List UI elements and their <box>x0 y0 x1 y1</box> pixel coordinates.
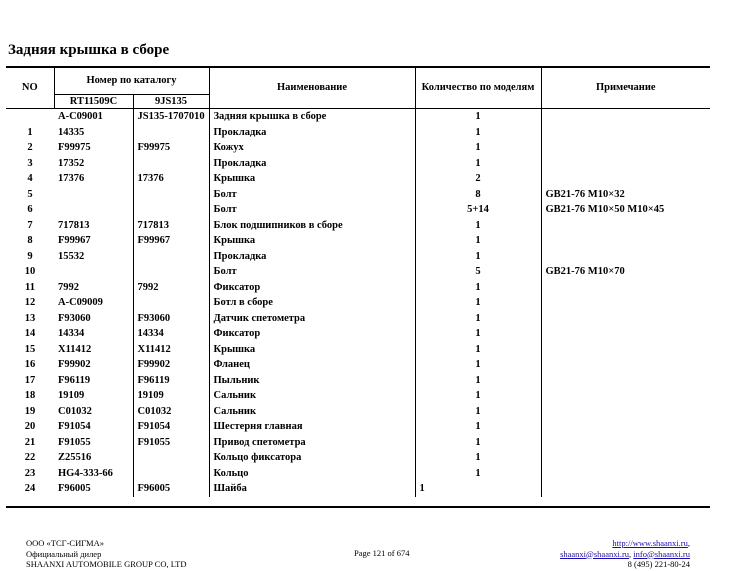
row-catalog-b <box>133 249 209 265</box>
row-catalog-a <box>54 202 133 218</box>
row-name: Задняя крышка в сборе <box>209 109 415 125</box>
row-note: GB21-76 M10×70 <box>541 264 710 280</box>
footer-dealer: Официальный дилер <box>26 548 102 559</box>
row-name: Привод спетометра <box>209 435 415 451</box>
row-catalog-b: 19109 <box>133 388 209 404</box>
row-catalog-b <box>133 187 209 203</box>
parts-table <box>6 68 710 497</box>
table-row <box>6 342 710 358</box>
table-row <box>6 218 710 234</box>
row-name: Блок подшипников в сборе <box>209 218 415 234</box>
table-row <box>6 187 710 203</box>
table-row <box>6 466 710 482</box>
row-no: 17 <box>24 374 36 386</box>
table-row <box>6 140 710 156</box>
row-catalog-b: F91055 <box>133 435 209 451</box>
row-note <box>541 326 710 342</box>
row-note <box>541 388 710 404</box>
row-catalog-b: 7992 <box>133 280 209 296</box>
table-row <box>6 326 710 342</box>
row-catalog-a: F96005 <box>58 483 91 494</box>
row-qty: 1 <box>415 357 541 373</box>
table-row <box>6 481 710 497</box>
row-no: 4 <box>27 173 33 184</box>
page-title: Задняя крышка в сборе <box>8 42 170 58</box>
row-catalog-b: F99902 <box>133 357 209 373</box>
row-catalog-b <box>133 156 209 172</box>
table-row <box>6 109 710 125</box>
header-no: NO <box>6 68 54 109</box>
table-row <box>6 171 710 187</box>
row-note <box>541 295 710 311</box>
row-note <box>541 156 710 172</box>
row-qty: 1 <box>415 450 541 466</box>
row-catalog-a <box>54 187 133 203</box>
row-qty: 2 <box>415 171 541 187</box>
row-no: 7 <box>27 219 33 231</box>
table-row <box>6 357 710 373</box>
row-name: Шайба <box>209 481 415 497</box>
row-note <box>541 171 710 187</box>
row-no: 10 <box>24 266 36 277</box>
row-name: Болт <box>209 187 415 203</box>
row-catalog-b: F91054 <box>133 419 209 435</box>
row-name: Ботл в сборе <box>209 295 415 311</box>
table-row <box>6 125 710 141</box>
row-note <box>541 218 710 234</box>
row-qty: 1 <box>415 295 541 311</box>
row-catalog-b <box>133 202 209 218</box>
table-row <box>6 264 710 280</box>
footer-site-link[interactable]: http://www.shaanxi.ru <box>612 538 688 548</box>
row-note <box>541 125 710 141</box>
table-row <box>6 233 710 249</box>
footer-email-link-1[interactable]: shaanxi@shaanxi.ru <box>560 548 630 559</box>
row-catalog-b: F93060 <box>133 311 209 327</box>
row-no: 9 <box>27 250 33 262</box>
row-qty: 8 <box>415 187 541 203</box>
row-catalog-b: F99975 <box>133 140 209 156</box>
row-note <box>541 249 710 265</box>
row-no: 13 <box>24 312 36 324</box>
row-catalog-a: 7992 <box>58 281 79 293</box>
row-note <box>541 419 710 435</box>
row-catalog-a: F96119 <box>58 374 91 386</box>
table-row <box>6 373 710 389</box>
row-qty: 1 <box>415 404 541 420</box>
row-name: Пыльник <box>209 373 415 389</box>
row-no: 21 <box>24 436 36 448</box>
row-catalog-a: F99975 <box>58 142 91 153</box>
row-catalog-b: 17376 <box>133 171 209 187</box>
row-name: Сальник <box>209 404 415 420</box>
row-name: Шестерня главная <box>209 419 415 435</box>
row-qty: 1 <box>415 249 541 265</box>
row-catalog-b: JS135-1707010 <box>133 109 209 125</box>
row-name: Кольцо <box>209 466 415 482</box>
row-no: 15 <box>24 343 36 355</box>
footer-group: SHAANXI AUTOMOBILE GROUP CO, LTD <box>26 559 187 569</box>
row-name: Прокладка <box>209 125 415 141</box>
header-qty: Количество по моделям <box>415 68 541 109</box>
footer-right <box>560 538 690 570</box>
row-catalog-b: F99967 <box>133 233 209 249</box>
row-qty: 1 <box>415 481 541 497</box>
row-catalog-a: HG4-333-66 <box>58 467 113 479</box>
row-note <box>541 373 710 389</box>
row-no: 23 <box>24 467 36 479</box>
row-note <box>541 280 710 296</box>
row-name: Фланец <box>209 357 415 373</box>
footer-email-sep: , <box>629 548 634 559</box>
table-row <box>6 388 710 404</box>
row-qty: 1 <box>415 280 541 296</box>
row-name: Фиксатор <box>209 326 415 342</box>
footer-left <box>26 538 187 570</box>
row-catalog-a: F91055 <box>58 436 91 448</box>
row-note: GB21-76 M10×32 <box>541 187 710 203</box>
row-no: 18 <box>24 390 36 401</box>
row-catalog-a <box>54 264 133 280</box>
row-qty: 1 <box>415 373 541 389</box>
row-qty: 1 <box>415 233 541 249</box>
row-name: Фиксатор <box>209 280 415 296</box>
row-catalog-a: 19109 <box>58 390 85 401</box>
row-note <box>541 357 710 373</box>
row-catalog-b <box>133 264 209 280</box>
table-row <box>6 249 710 265</box>
row-no: 19 <box>24 405 36 417</box>
table-row <box>6 404 710 420</box>
row-qty: 1 <box>415 125 541 141</box>
table-bottom-rule <box>6 506 710 508</box>
row-qty: 1 <box>415 156 541 172</box>
row-catalog-a: Z25516 <box>58 452 92 463</box>
row-qty: 1 <box>415 140 541 156</box>
row-catalog-a: C01032 <box>58 405 92 417</box>
row-catalog-a: 717813 <box>58 219 90 231</box>
row-name: Кожух <box>209 140 415 156</box>
row-note <box>541 481 710 497</box>
row-note: GB21-76 M10×50 M10×45 <box>541 202 710 218</box>
row-qty: 1 <box>415 218 541 234</box>
row-catalog-a: 17376 <box>58 173 85 184</box>
row-qty: 5+14 <box>415 202 541 218</box>
row-catalog-b: 14334 <box>133 326 209 342</box>
table-row <box>6 311 710 327</box>
row-note <box>541 450 710 466</box>
row-name: Болт <box>209 264 415 280</box>
row-no: 24 <box>24 483 36 494</box>
row-no <box>6 109 54 125</box>
row-no: 12 <box>24 297 36 308</box>
row-catalog-b: 717813 <box>133 218 209 234</box>
row-catalog-b <box>133 125 209 141</box>
table-row <box>6 202 710 218</box>
row-name: Прокладка <box>209 156 415 172</box>
row-qty: 1 <box>415 311 541 327</box>
row-no: 1 <box>27 126 33 138</box>
header-col-a: RT11509C <box>54 95 133 109</box>
row-qty: 5 <box>415 264 541 280</box>
row-note <box>541 109 710 125</box>
row-catalog-a: F93060 <box>58 312 91 324</box>
row-catalog-a: 14334 <box>58 328 85 339</box>
row-catalog-b: F96119 <box>133 373 209 389</box>
row-catalog-b: X11412 <box>133 342 209 358</box>
row-qty: 1 <box>415 466 541 482</box>
footer-company: ООО «ТСГ-СИГМА» <box>26 538 104 548</box>
row-catalog-b <box>133 466 209 482</box>
row-qty: 1 <box>415 342 541 358</box>
row-catalog-a: F99967 <box>58 235 91 246</box>
row-note <box>541 233 710 249</box>
row-name: Кольцо фиксатора <box>209 450 415 466</box>
row-catalog-a: 15532 <box>58 250 85 262</box>
footer-email-link-2[interactable]: info@shaanxi.ru <box>633 548 690 559</box>
row-qty: 1 <box>415 388 541 404</box>
row-catalog-b <box>133 295 209 311</box>
row-name: Крышка <box>209 171 415 187</box>
row-no: 20 <box>24 421 36 432</box>
row-note <box>541 435 710 451</box>
row-note <box>541 311 710 327</box>
row-catalog-a: A-C09001 <box>58 111 103 122</box>
header-catalog: Номер по каталогу <box>54 68 209 95</box>
header-name: Наименование <box>209 68 415 109</box>
row-name: Сальник <box>209 388 415 404</box>
row-note <box>541 140 710 156</box>
table-row <box>6 295 710 311</box>
row-note <box>541 342 710 358</box>
row-qty: 1 <box>415 435 541 451</box>
header-note: Примечание <box>541 68 710 109</box>
row-no: 14 <box>24 328 36 339</box>
row-catalog-a: A-C09009 <box>58 297 103 308</box>
row-catalog-a: 17352 <box>58 157 85 169</box>
row-note <box>541 404 710 420</box>
table-row <box>6 156 710 172</box>
row-no: 2 <box>27 142 33 153</box>
parts-table-body <box>6 109 710 497</box>
row-no: 6 <box>27 204 33 215</box>
row-catalog-a: F91054 <box>58 421 91 432</box>
row-no: 22 <box>24 452 36 463</box>
row-no: 8 <box>27 235 33 246</box>
row-name: Датчик спетометра <box>209 311 415 327</box>
row-catalog-a: X11412 <box>58 343 92 355</box>
table-row <box>6 450 710 466</box>
row-name: Крышка <box>209 233 415 249</box>
row-catalog-a: F99902 <box>58 359 91 370</box>
row-no: 11 <box>25 281 35 293</box>
row-no: 5 <box>27 188 33 200</box>
table-row <box>6 435 710 451</box>
footer-site-suffix: , <box>687 538 690 548</box>
row-catalog-b <box>133 450 209 466</box>
row-qty: 1 <box>415 109 541 125</box>
table-row <box>6 419 710 435</box>
row-name: Прокладка <box>209 249 415 265</box>
header-col-b: 9JS135 <box>133 95 209 109</box>
table-row <box>6 280 710 296</box>
row-catalog-b: F96005 <box>133 481 209 497</box>
row-name: Крышка <box>209 342 415 358</box>
footer-page-number: Page 121 of 674 <box>354 548 410 558</box>
footer-phone: 8 (495) 221-80-24 <box>627 559 690 569</box>
row-qty: 1 <box>415 326 541 342</box>
row-no: 16 <box>24 359 36 370</box>
row-note <box>541 466 710 482</box>
row-no: 3 <box>27 157 33 169</box>
row-catalog-a: 14335 <box>58 126 85 138</box>
row-qty: 1 <box>415 419 541 435</box>
row-catalog-b: C01032 <box>133 404 209 420</box>
row-name: Болт <box>209 202 415 218</box>
